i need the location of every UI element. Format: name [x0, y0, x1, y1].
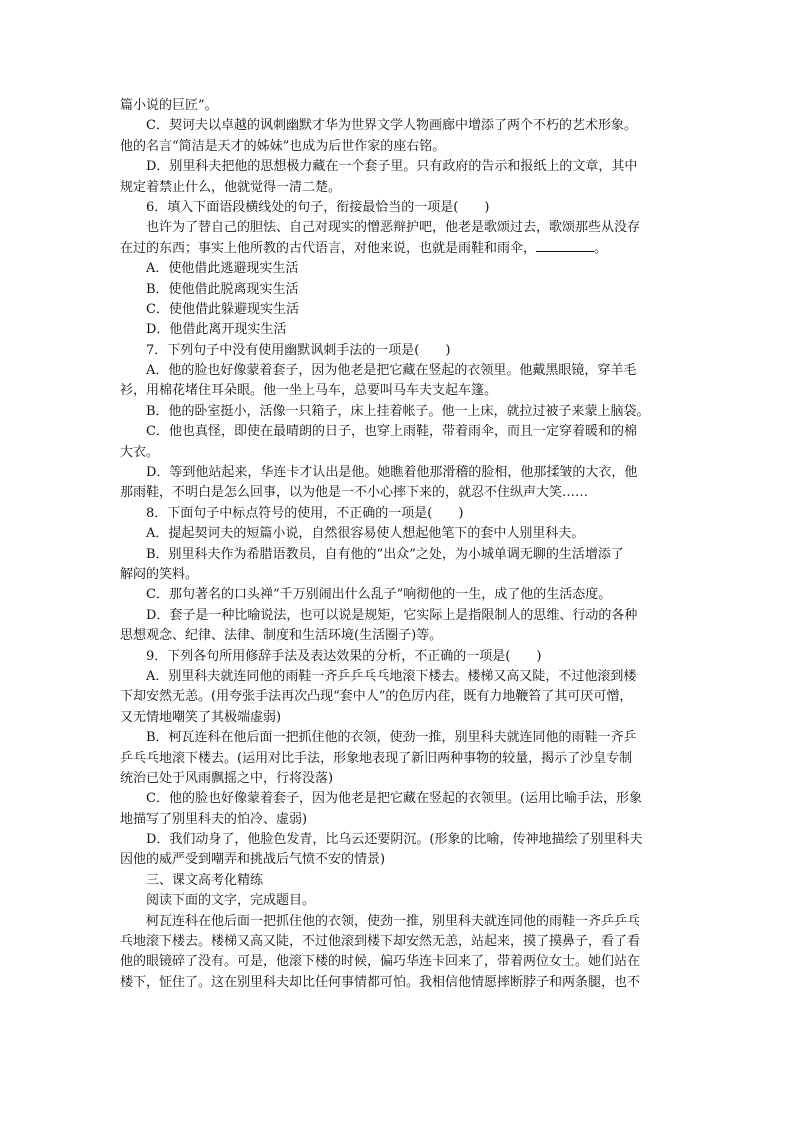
line-text: 地描写了别里科夫的怕冷、虚弱) [120, 811, 308, 827]
text-line [120, 96, 680, 116]
text-line [120, 932, 680, 952]
text-line [120, 280, 680, 300]
line-text: 乒乓乓地滚下楼去。(运用对比手法，形象地表现了新旧两种事物的较量，揭示了沙皇专制 [120, 750, 633, 766]
line-text: 9．下列各句所用修辞手法及表达效果的分析，不正确的一项是( ) [146, 648, 542, 664]
text-line [120, 300, 680, 320]
line-end-punct: 。 [594, 240, 608, 256]
text-line [120, 810, 680, 830]
line-text: A．他的脸也好像蒙着套子，因为他老是把它藏在竖起的衣领里。他戴黑眼镜，穿羊毛 [146, 363, 637, 379]
line-text: A．别里科夫就连同他的雨鞋一齐乒乒乓乓地滚下楼去。楼梯又高又陡，不过他滚到楼 [146, 668, 637, 684]
text-line [120, 116, 680, 136]
text-line [120, 871, 680, 891]
line-text: 在过的东西；事实上他所教的古代语言，对他来说，也就是雨鞋和雨伞， [120, 240, 537, 256]
line-text: D．等到他站起来，华连卡才认出是他。她瞧着他那滑稽的脸相，他那揉皱的大衣，他 [146, 465, 638, 481]
text-line [120, 361, 680, 381]
text-line [120, 585, 680, 605]
line-text: D．我们动身了，他脸色发青，比乌云还要阴沉。(形象的比喻，传神地描绘了别里科夫 [146, 832, 643, 848]
line-text: D．别里科夫把他的思想极力藏在一个套子里。只有政府的告示和报纸上的文章，其中 [146, 159, 638, 175]
text-line [120, 402, 680, 422]
line-text: B．柯瓦连科在他后面一把抓住他的衣领，使劲一推，别里科夫就连同他的雨鞋一齐乒 [146, 730, 637, 746]
line-text: 乓地滚下楼去。楼梯又高又陡，不过他滚到楼下却安然无恙，站起来，摸了摸鼻子，看了看 [120, 934, 641, 950]
line-text: C．他的脸也好像蒙着套子，因为他老是把它藏在竖起的衣领里。(运用比喻手法，形象 [146, 791, 643, 807]
line-text: C．契诃夫以卓越的讽刺幽默才华为世界文学人物画廊中增添了两个不朽的艺术形象。 [146, 118, 637, 134]
text-line [120, 504, 680, 524]
document-page [120, 96, 680, 993]
line-text: D．套子是一种比喻说法，也可以说是规矩，它实际上是指限制人的思维、行动的各种 [146, 607, 638, 623]
line-text: 柯瓦连科在他后面一把抓住他的衣领，使劲一推，别里科夫就连同他的雨鞋一齐乒乒乓 [146, 913, 641, 929]
text-line [120, 218, 680, 238]
line-text: 阅读下面的文字，完成题目。 [146, 893, 316, 909]
line-text: 8．下面句子中标点符号的使用，不正确的一项是( ) [146, 505, 464, 521]
text-line [120, 320, 680, 340]
line-text: 7．下列句子中没有使用幽默讽刺手法的一项是( ) [146, 342, 451, 358]
text-line [120, 626, 680, 646]
text-line [120, 647, 680, 667]
line-text: 统治已处于风雨飘摇之中，行将没落) [120, 770, 334, 786]
line-text: 规定着禁止什么，他就觉得一清二楚。 [120, 179, 342, 195]
line-text: 思想观念、纪律、法律、制度和生活环境(生活圈子)等。 [120, 628, 443, 644]
text-line [120, 443, 680, 463]
line-text: A．提起契诃夫的短篇小说，自然很容易使人想起他笔下的套中人别里科夫。 [146, 526, 585, 542]
text-line [120, 830, 680, 850]
text-line [120, 687, 680, 707]
line-text: C．使他借此躲避现实生活 [146, 301, 299, 317]
line-text: 他的眼镜碎了没有。可是，他滚下楼的时候，偏巧华连卡回来了，带着两位女士。她们站在 [120, 954, 641, 970]
line-text: 他的名言“简洁是天才的姊妹”也成为后世作家的座右铭。 [120, 138, 446, 154]
text-line [120, 524, 680, 544]
text-line [120, 381, 680, 401]
line-text: 楼下，怔住了。这在别里科夫却比任何事情都可怕。我相信他情愿摔断脖子和两条腿，也不 [120, 974, 641, 990]
line-text: 又无情地嘲笑了其极端虚弱) [120, 709, 282, 725]
text-line [120, 341, 680, 361]
text-line [120, 463, 680, 483]
text-line [120, 545, 680, 565]
text-line [120, 850, 680, 870]
line-text: C．那句著名的口头禅“千万别闹出什么乱子”响彻他的一生，成了他的生活态度。 [146, 587, 612, 603]
text-line [120, 891, 680, 911]
text-line [120, 973, 680, 993]
line-text: 解闷的笑料。 [120, 566, 199, 582]
text-line [120, 137, 680, 157]
line-text: 衫，用棉花堵住耳朵眼。他一坐上马车，总要叫马车夫支起车篷。 [120, 383, 498, 399]
text-line [120, 769, 680, 789]
text-line [120, 912, 680, 932]
line-text: C．他也真怪，即使在最晴朗的日子，也穿上雨鞋，带着雨伞，而且一定穿着暖和的棉 [146, 424, 637, 440]
line-text: D．他借此离开现实生活 [146, 322, 287, 338]
line-text: A．使他借此逃避现实生活 [146, 261, 299, 277]
text-line [120, 483, 680, 503]
line-text: 大衣。 [120, 444, 160, 460]
text-line [120, 728, 680, 748]
text-line [120, 422, 680, 442]
line-text: 也许为了替自己的胆怯、自己对现实的憎恶辩护吧，他老是歌颂过去，歌颂那些从没存 [146, 220, 641, 236]
text-line [120, 667, 680, 687]
text-line [120, 565, 680, 585]
line-text: 因他的威严受到嘲弄和挑战后气愤不安的情景) [120, 852, 386, 868]
line-text: B．别里科夫作为希腊语教员，自有他的“出众”之处，为小城单调无聊的生活增添了 [146, 546, 624, 562]
text-line [120, 789, 680, 809]
text-line [120, 606, 680, 626]
text-line [120, 708, 680, 728]
text-line [120, 157, 680, 177]
text-line [120, 259, 680, 279]
text-line [120, 178, 680, 198]
text-line [120, 239, 680, 259]
fill-in-blank [536, 239, 594, 252]
line-text: B．使他借此脱离现实生活 [146, 281, 299, 297]
line-text: 三、课文高考化精练 [146, 872, 264, 888]
line-text: 下却安然无恙。(用夸张手法再次凸现“套中人”的色厉内荏，既有力地鞭笞了其可厌可憎， [120, 689, 633, 705]
line-text: B．他的卧室挺小，活像一只箱子，床上挂着帐子。他一上床，就拉过被子来蒙上脑袋。 [146, 403, 650, 419]
text-line [120, 198, 680, 218]
line-text: 篇小说的巨匠”。 [120, 98, 218, 113]
text-line [120, 952, 680, 972]
text-line [120, 749, 680, 769]
line-text: 6．填入下面语段横线处的句子，衔接最恰当的一项是( ) [146, 199, 490, 215]
line-text: 那雨鞋，不明白是怎么回事，以为他是一不小心摔下来的，就忍不住纵声大笑…… [120, 485, 589, 501]
